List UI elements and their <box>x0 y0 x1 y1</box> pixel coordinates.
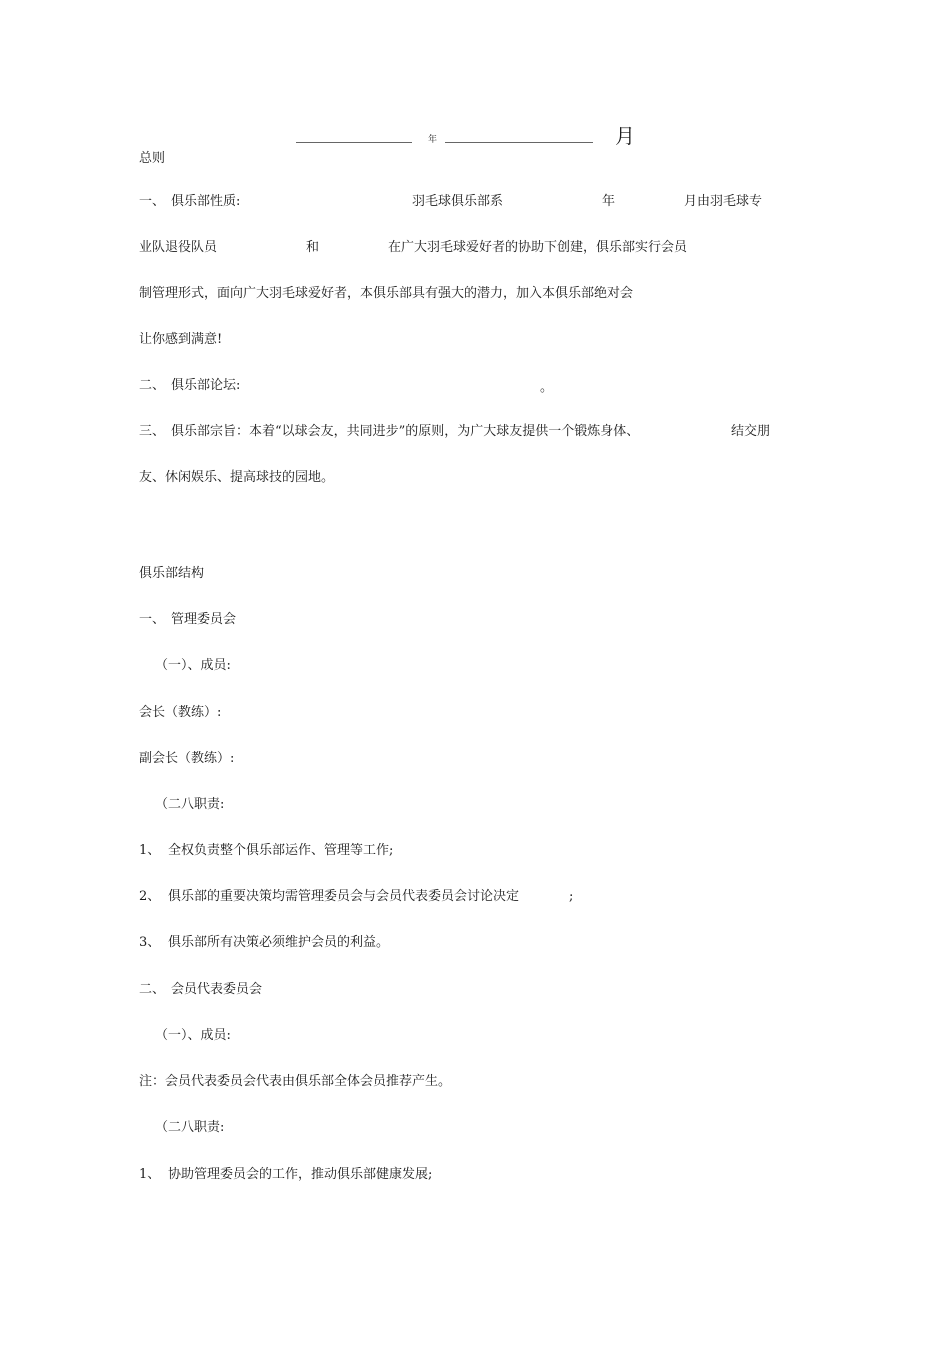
duty1-2-tail: ; <box>569 889 574 904</box>
committee2-title: 会员代表委员会 <box>171 982 263 997</box>
item1-line2-c: 在广大羽毛球爱好者的协助下创建，俱乐部实行会员 <box>388 240 688 255</box>
item1-num: 一、 <box>139 194 166 209</box>
year-char: 年 <box>428 135 438 145</box>
duty1-1-text: 全权负责整个俱乐部运作、管理等工作; <box>168 843 394 858</box>
item1-part-a: 羽毛球俱乐部系 <box>412 194 504 209</box>
duty2-1-num: 1、 <box>139 1167 161 1182</box>
month-char: 月 <box>615 124 635 148</box>
committee2-note: 注：会员代表委员会代表由俱乐部全体会员推荐产生。 <box>139 1074 452 1089</box>
committee2-members-label: （一）、成员: <box>155 1028 231 1043</box>
structure-heading: 俱乐部结构 <box>139 566 205 581</box>
committee1-num: 一、 <box>139 612 166 627</box>
item1-line3: 制管理形式，面向广大羽毛球爱好者，本俱乐部具有强大的潜力，加入本俱乐部绝对会 <box>139 286 634 301</box>
item2-num: 二、 <box>139 378 166 393</box>
committee1-vice-president: 副会长（教练）: <box>139 751 235 766</box>
duty1-3-text: 俱乐部所有决策必须维护会员的利益。 <box>168 935 390 950</box>
item3-num: 三、 <box>139 424 166 439</box>
item1-line4: 让你感到满意! <box>139 332 223 347</box>
year-blank-line <box>296 142 412 143</box>
duty1-3-num: 3、 <box>139 935 161 950</box>
duty1-2-text: 俱乐部的重要决策均需管理委员会与会员代表委员会讨论决定 <box>168 889 520 904</box>
item1-part-c: 月由羽毛球专 <box>684 194 763 209</box>
item1-line2-b: 和 <box>306 240 320 255</box>
committee1-president: 会长（教练）: <box>139 705 222 720</box>
committee1-members-label: （一）、成员: <box>155 658 231 673</box>
committee2-duties-label: （二八职责: <box>155 1120 225 1135</box>
item3-line2: 友、休闲娱乐、提高球技的园地。 <box>139 470 335 485</box>
month-blank-line <box>445 142 593 143</box>
committee1-duties-label: （二八职责: <box>155 797 225 812</box>
committee2-num: 二、 <box>139 982 166 997</box>
item1-part-b: 年 <box>602 194 616 209</box>
item2-end: 。 <box>540 380 554 395</box>
committee1-title: 管理委员会 <box>171 612 237 627</box>
item3-text: 俱乐部宗旨：本着“以球会友，共同进步”的原则，为广大球友提供一个锻炼身体、 <box>171 424 640 439</box>
duty2-1-text: 协助管理委员会的工作，推动俱乐部健康发展; <box>168 1167 433 1182</box>
item2-label: 俱乐部论坛: <box>171 378 241 393</box>
item3-tail: 结交朋 <box>731 424 771 439</box>
duty1-1-num: 1、 <box>139 843 161 858</box>
duty1-2-num: 2、 <box>139 889 161 904</box>
item1-label: 俱乐部性质: <box>171 194 241 209</box>
item1-line2-a: 业队退役队员 <box>139 240 218 255</box>
general-heading: 总则 <box>139 151 166 166</box>
